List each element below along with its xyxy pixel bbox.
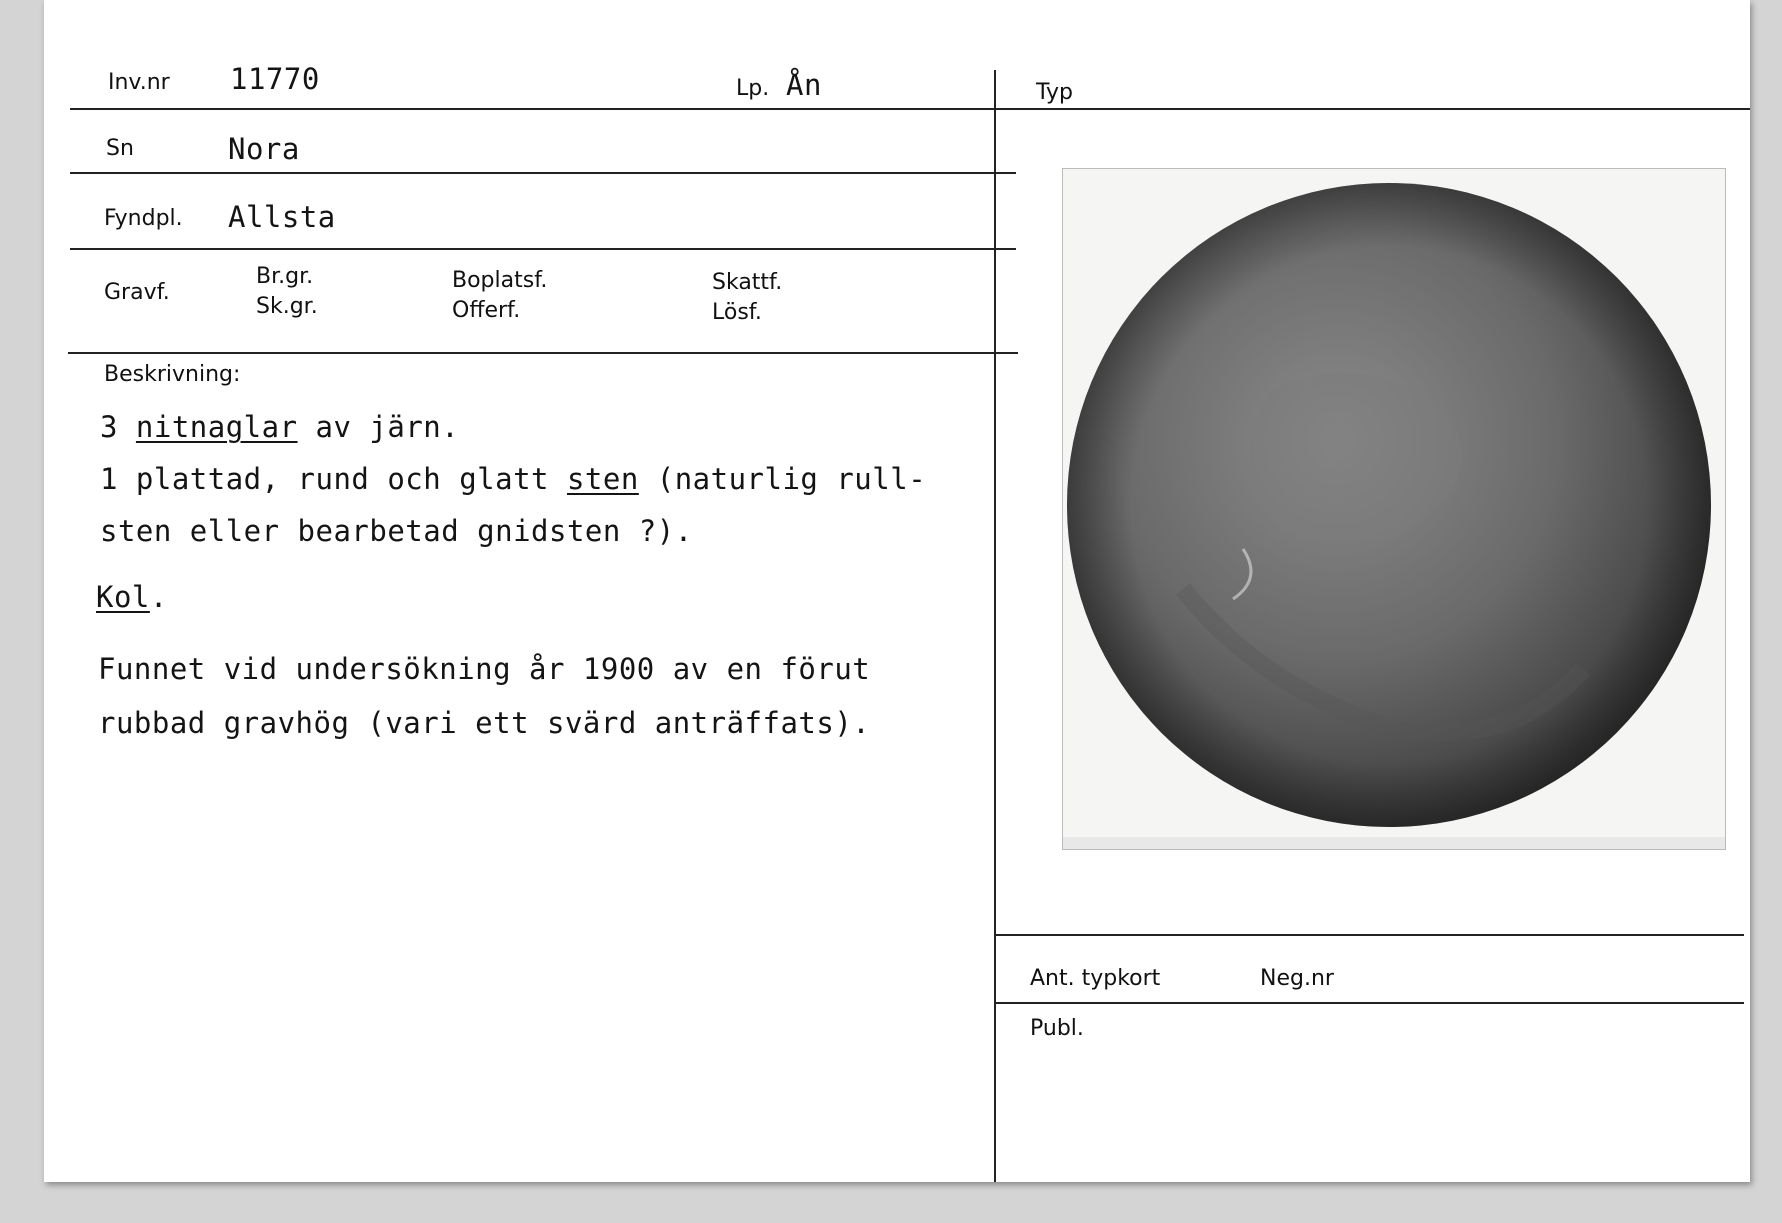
inv-nr-label: Inv.nr bbox=[108, 70, 170, 95]
underlined-term: nitnaglar bbox=[135, 410, 298, 444]
neg-nr-label: Neg.nr bbox=[1260, 966, 1334, 991]
sn-label: Sn bbox=[106, 136, 134, 161]
fyndpl-label: Fyndpl. bbox=[104, 206, 183, 231]
brgr-label: Br.gr. bbox=[256, 264, 314, 289]
description-line: rubbad gravhög (vari ett svärd anträffats). bbox=[98, 706, 871, 740]
rule-findtype bbox=[68, 352, 1018, 354]
rule-bottom-1 bbox=[994, 934, 1744, 936]
description-line bbox=[100, 462, 926, 496]
underlined-term: sten bbox=[566, 462, 639, 496]
lp-value: Ån bbox=[786, 68, 822, 102]
description-line: sten eller bearbetad gnidsten ?). bbox=[100, 514, 693, 548]
fyndpl-value: Allsta bbox=[228, 200, 336, 234]
photo-bottom-edge bbox=[1063, 837, 1725, 849]
publ-label: Publ. bbox=[1030, 1016, 1084, 1041]
rule-sn bbox=[70, 172, 1016, 174]
rule-header bbox=[70, 108, 1750, 110]
losf-label: Lösf. bbox=[712, 300, 762, 325]
text: . bbox=[149, 580, 168, 614]
description-line: Funnet vid undersökning år 1900 av en förut bbox=[98, 652, 871, 686]
gravf-label: Gravf. bbox=[104, 280, 170, 305]
beskrivning-label: Beskrivning: bbox=[104, 362, 241, 387]
rule-bottom-2 bbox=[994, 1002, 1744, 1004]
skattf-label: Skattf. bbox=[712, 270, 783, 295]
typ-label: Typ bbox=[1036, 80, 1073, 105]
description-line bbox=[96, 580, 168, 614]
ant-typkort-label: Ant. typkort bbox=[1030, 966, 1161, 991]
offerf-label: Offerf. bbox=[452, 298, 521, 323]
underlined-term: Kol bbox=[96, 580, 150, 614]
catalog-card bbox=[44, 0, 1750, 1182]
skgr-label: Sk.gr. bbox=[256, 294, 318, 319]
sn-value: Nora bbox=[228, 132, 300, 166]
text: av järn. bbox=[297, 410, 460, 444]
text: 1 plattad, rund och glatt bbox=[100, 462, 567, 496]
text: 3 bbox=[100, 410, 136, 444]
boplatsf-label: Boplatsf. bbox=[452, 268, 548, 293]
stone-image bbox=[1063, 169, 1725, 849]
column-divider bbox=[994, 70, 996, 1182]
text: (naturlig rull- bbox=[638, 462, 927, 496]
inv-nr-value: 11770 bbox=[230, 62, 320, 96]
stone-photograph bbox=[1062, 168, 1726, 850]
rule-fyndpl bbox=[70, 248, 1016, 250]
lp-label: Lp. bbox=[736, 76, 770, 101]
description-line bbox=[100, 410, 459, 444]
